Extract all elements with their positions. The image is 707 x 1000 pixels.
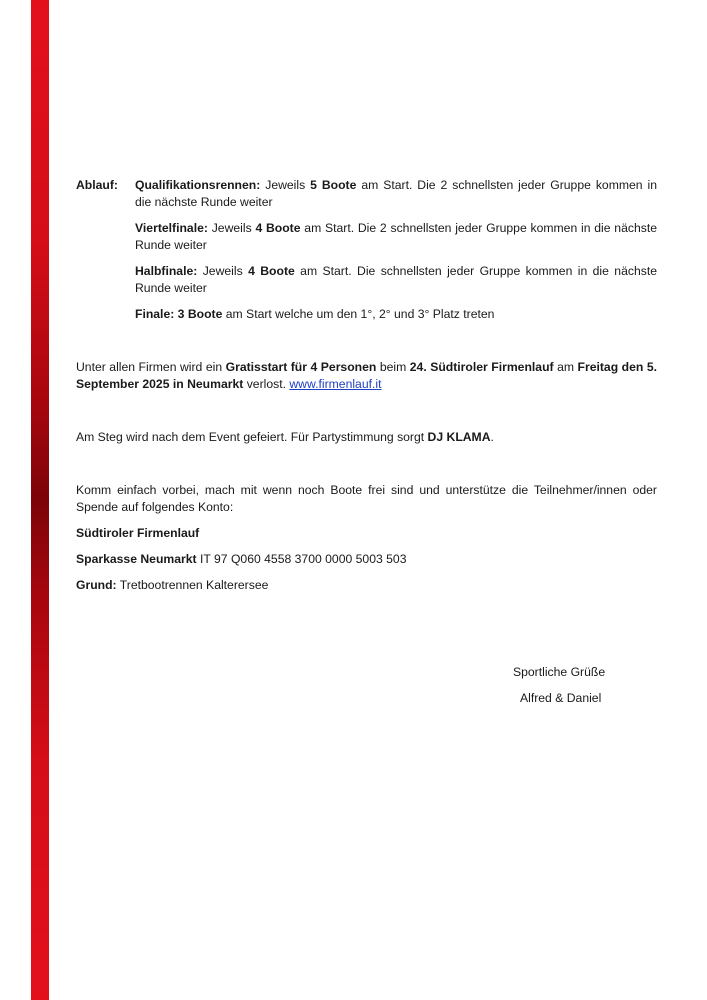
finale-title: Finale:: [135, 307, 175, 321]
raffle-text-3: am: [553, 360, 578, 374]
halb-text-1: Jeweils: [197, 264, 249, 278]
party-text: Am Steg wird nach dem Event gefeiert. Für Partystimmung sorgt: [76, 430, 428, 444]
finale-paragraph: [135, 306, 657, 323]
firmenlauf-link[interactable]: www.firmenlauf.it: [289, 377, 382, 391]
raffle-text-1: Unter allen Firmen wird ein: [76, 360, 226, 374]
halb-count: 4 Boote: [248, 264, 295, 278]
finale-count: 3 Boote: [174, 307, 223, 321]
bank-line: [76, 551, 657, 568]
raffle-date: Freitag den 5. September 2025 in Neumarkt: [76, 360, 657, 391]
raffle-paragraph: [76, 359, 657, 393]
bank-label: Sparkasse Neumarkt: [76, 552, 197, 566]
account-name-text: Südtiroler Firmenlauf: [76, 526, 200, 540]
reason-line: [76, 577, 657, 594]
halb-text-2: am Start. Die schnellsten jeder Gruppe kommen in die nächste Runde weiter: [135, 264, 657, 295]
party-text-end: .: [490, 430, 494, 444]
iban-value: IT 97 Q060 4558 3700 0000 5003 503: [200, 552, 407, 566]
signature-block: [513, 664, 613, 716]
reason-label: Grund:: [76, 578, 117, 592]
viertel-title: Viertelfinale:: [135, 221, 208, 235]
raffle-text-4: verlost.: [243, 377, 290, 391]
halb-title: Halbfinale:: [135, 264, 198, 278]
document-body: [76, 177, 657, 603]
quali-paragraph: [135, 177, 657, 211]
viertel-text-1: Jeweils: [207, 221, 256, 235]
greeting: Sportliche Grüße: [513, 665, 606, 679]
raffle-prize: Gratisstart für 4 Personen: [225, 360, 377, 374]
raffle-event: 24. Südtiroler Firmenlauf: [409, 360, 554, 374]
ablauf-label: Ablauf:: [76, 178, 118, 192]
reason-value: Tretbootrennen Kalterersee: [116, 578, 269, 592]
viertel-text-2: am Start. Die 2 schnellsten jeder Gruppe kommen in die nächste Runde weiter: [135, 221, 657, 252]
quali-title: Qualifikationsrennen:: [135, 178, 261, 192]
dj-name: DJ KLAMA: [427, 430, 491, 444]
party-paragraph: [76, 429, 657, 446]
account-name: [76, 525, 657, 542]
ablauf-section: [76, 177, 657, 323]
donation-paragraph: Komm einfach vorbei, mach mit wenn noch Boote frei sind und unterstütze die Teilnehmer/innen oder Spende auf folgendes Konto:: [76, 483, 657, 514]
ablauf-list: [135, 177, 657, 323]
quali-text-2: am Start. Die 2 schnellsten jeder Gruppe kommen in die nächste Runde weiter: [135, 178, 657, 209]
raffle-text-2: beim: [376, 360, 410, 374]
quali-text-1: Jeweils: [260, 178, 311, 192]
viertel-paragraph: [135, 220, 657, 254]
halb-paragraph: [135, 263, 657, 297]
viertel-count: 4 Boote: [255, 221, 301, 235]
signature-names: Alfred & Daniel: [520, 691, 602, 705]
quali-count: 5 Boote: [310, 178, 357, 192]
finale-text: am Start welche um den 1°, 2° und 3° Platz treten: [222, 307, 495, 321]
red-side-bar: [31, 0, 49, 1000]
